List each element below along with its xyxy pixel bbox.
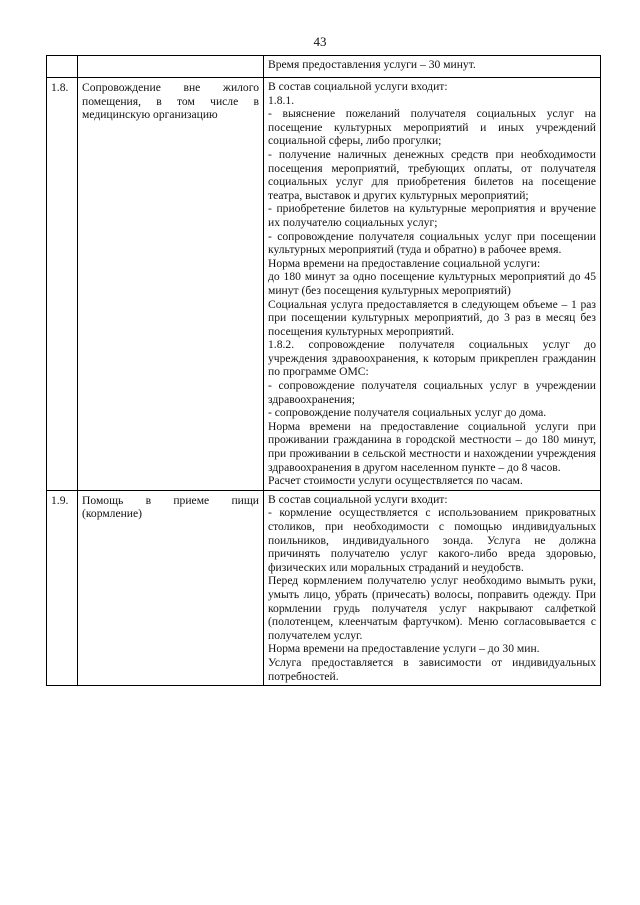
description-paragraph: - получение наличных денежных средств при необходимости посещения мероприятий, требующих оплаты, от получателя социальных услуг для приобретения билетов на посещение театра, выставок и других культурных мероприятий; bbox=[268, 147, 596, 202]
description-paragraph: Норма времени на предоставление социальной услуги при проживании гражданина в городской местности – до 180 минут, при проживании в сельской местности и нахождении учреждения здравоохранения в другом населенном пункте – до 8 часов. bbox=[268, 419, 596, 474]
service-name: Помощь в приеме пищи (кормление) bbox=[78, 490, 264, 685]
description-paragraph: В состав социальной услуги входит: bbox=[268, 80, 448, 93]
description-paragraph: 1.8.2. сопровождение получателя социальных услуг до учреждения здравоохранения, к которым прикреплен гражданин по программе ОМС: bbox=[268, 338, 596, 379]
service-name: Сопровождение вне жилого помещения, в том числе в медицинскую организацию bbox=[78, 78, 264, 491]
description-paragraph: - сопровождение получателя социальных услуг при посещении культурных мероприятий (туда и обратно) в рабочее время. bbox=[268, 229, 596, 257]
description-paragraph: - сопровождение получателя социальных услуг до дома. bbox=[268, 406, 547, 420]
description-paragraph: Социальная услуга предоставляется в следующем объеме – 1 раз при посещении культурных мероприятий, до 3 раз в месяц без посещения культурных мероприятий. bbox=[268, 297, 596, 338]
services-table bbox=[46, 55, 601, 686]
service-description bbox=[264, 78, 601, 491]
service-number: 1.8. bbox=[47, 78, 78, 491]
description-paragraph: 1.8.1. bbox=[268, 93, 295, 107]
description-paragraph: Норма времени на предоставление социальной услуги: bbox=[268, 256, 541, 270]
table-row bbox=[47, 78, 601, 491]
cell-description bbox=[264, 56, 601, 78]
description-paragraph: Перед кормлением получателю услуг необходимо вымыть руки, умыть лицо, убрать (причесать) волосы, поправить одежду. При кормлении грудь получателя услуг накрывают салфеткой (полотенцем, клеенчатым фартучком). Меню согласовывается с получателем услуг. bbox=[268, 574, 596, 642]
description-paragraph: - сопровождение получателя социальных услуг в учреждении здравоохранения; bbox=[268, 379, 596, 406]
description-paragraph: - выяснение пожеланий получателя социальных услуг на посещение культурных мероприятий и иных учреждений социальной сферы, либо прогулки; bbox=[268, 107, 596, 148]
description-paragraph: - кормление осуществляется с использованием прикроватных столиков, при необходимости с помощью индивидуальных поильников, индивидуального зонда. Услуга не должна причинять получателю услуг какого-либо вреда здоровью, физических или моральных страданий и неудобств. bbox=[268, 506, 596, 574]
description-paragraph: до 180 минут за одно посещение культурных мероприятий до 45 минут (без посещения культурных мероприятий) bbox=[268, 270, 596, 297]
description-paragraph: Время предоставления услуги – 30 минут. bbox=[268, 58, 476, 71]
description-paragraph: Услуга предоставляется в зависимости от индивидуальных потребностей. bbox=[268, 655, 596, 683]
cell-number bbox=[47, 56, 78, 78]
description-paragraph: - приобретение билетов на культурные мероприятия и вручение их получателю социальных услуг; bbox=[268, 202, 596, 229]
description-paragraph: Расчет стоимости услуги осуществляется по часам. bbox=[268, 474, 523, 488]
cell-name bbox=[78, 56, 264, 78]
page-number: 43 bbox=[313, 34, 327, 49]
description-paragraph: В состав социальной услуги входит: bbox=[268, 492, 448, 506]
table-row bbox=[47, 490, 601, 685]
description-paragraph: Норма времени на предоставление услуги – до 30 мин. bbox=[268, 642, 540, 656]
service-description bbox=[264, 490, 601, 685]
table-row bbox=[47, 56, 601, 78]
service-number: 1.9. bbox=[47, 490, 78, 685]
